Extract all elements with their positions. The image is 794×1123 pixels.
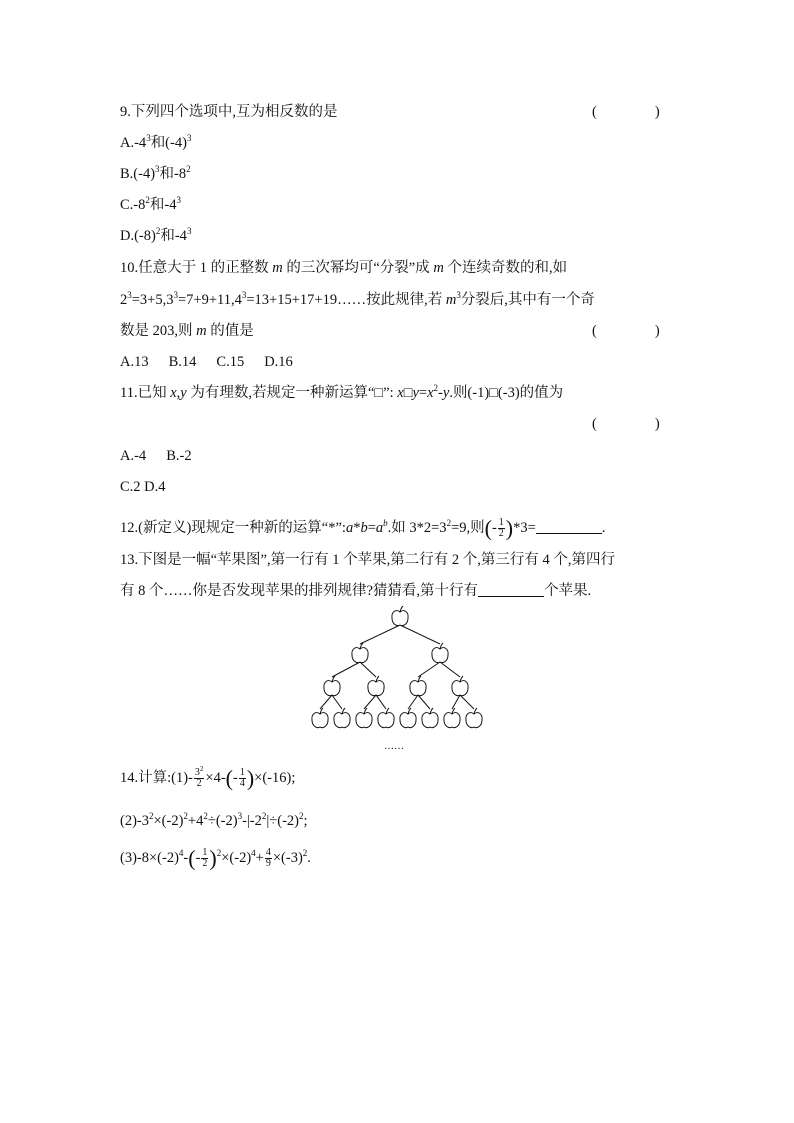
q10-answer-paren: ( ) — [592, 323, 660, 339]
tree-branch — [320, 695, 332, 709]
apple-icon — [312, 708, 328, 728]
q13-line-1: 13.下图是一幅“苹果图”,第一行有 1 个苹果,第二行有 2 个,第三行有 4 个,第四行 — [120, 552, 615, 568]
apple-icon — [410, 676, 426, 696]
tree-branch — [408, 695, 418, 709]
apple-icon — [368, 676, 384, 696]
tree-branch — [418, 695, 430, 709]
q11-answer-paren: ( ) — [592, 416, 660, 432]
q11-options-row-1: A.-4 B.-2 — [120, 448, 192, 464]
q14-part-2: $(2)-3^2\times(-2)^2+4^2\div(-2)^3-|-2^2|\div(-2)^2$; — [120, 811, 308, 829]
q9-option-c: $C.-8^2$和$-4^3$ — [120, 195, 181, 213]
apple-icon — [324, 676, 340, 696]
q12-stem: 12.(新定义)现规定一种新的运算“$*”:a*b=a^b$.如 $3*2=3^2=9$,则(- $\frac{1}{2}$ )*3= . — [120, 515, 606, 541]
tree-branch — [460, 695, 474, 709]
tree-branch — [332, 662, 360, 677]
tree-branch — [376, 695, 386, 709]
tree-branch — [360, 662, 376, 677]
apple-icon — [422, 708, 438, 728]
apple-icon — [356, 708, 372, 728]
apple-icon — [432, 643, 448, 663]
apple-icon — [400, 708, 416, 728]
q9-option-d: $D.(-8)^2$和$-4^3$ — [120, 226, 192, 244]
tree-branch — [332, 695, 342, 709]
q13-answer-blank[interactable] — [478, 582, 544, 597]
q12-answer-blank[interactable] — [536, 519, 602, 534]
q10-line-2: $2^3=3+5,3^3=7+9+11,4^3=13+15+17+19\dots\dots$按此规律,若 $m^3$分裂后,其中有一个奇 — [120, 290, 595, 308]
q11-options-row-2: C.2 D.4 — [120, 479, 166, 495]
apple-icon — [444, 708, 460, 728]
apple-tree-ellipsis: …… — [384, 741, 404, 752]
q10-options: A.13 B.14 C.15 D.16 — [120, 354, 293, 370]
q13-line-2: 有 8 个……你是否发现苹果的排列规律?猜猜看,第十行有 个苹果. — [120, 583, 592, 599]
q11-stem: 11.已知 x,y 为有理数,若规定一种新运算“□”: $x□y=x^2-y$.则(-1)□(-3)的值为 — [120, 383, 564, 401]
apple-tree-figure — [300, 600, 500, 760]
tree-branch — [364, 695, 376, 709]
tree-branch — [360, 625, 400, 644]
tree-branch — [452, 695, 460, 709]
apple-icon — [466, 708, 482, 728]
q14-part-3: $(3)-8\times(-2)^4-(-$ $\frac{1}{2}$ )$^2\times(-2)^4+$ $\frac{4}{9}$ $\times(-3)^2$. — [120, 845, 311, 871]
q9-option-b: $B.(-4)^3$和$-8^2$ — [120, 164, 191, 182]
apple-icon — [334, 708, 350, 728]
q10-line-1: 10.任意大于 1 的正整数 m 的三次幂均可“分裂”成 m 个连续奇数的和,如 — [120, 260, 568, 276]
apple-icon — [392, 606, 408, 626]
tree-branch — [418, 662, 440, 677]
apple-icon — [378, 708, 394, 728]
q14-part-1: 14.计算:(1)- $\frac{3^2}{2}$ ×4-(- $\frac{1}{4}$ )×(-16); — [120, 765, 296, 791]
q9-option-a: $A.-4^3$和$(-4)^3$ — [120, 133, 192, 151]
q9-answer-paren: ( ) — [592, 104, 660, 120]
q9-stem: 9.下列四个选项中,互为相反数的是 — [120, 104, 338, 120]
tree-branch — [400, 625, 440, 644]
tree-branch — [440, 662, 460, 677]
apple-icon — [452, 676, 468, 696]
q10-line-3: 数是 203,则 m 的值是 — [120, 323, 254, 339]
apple-icon — [352, 643, 368, 663]
